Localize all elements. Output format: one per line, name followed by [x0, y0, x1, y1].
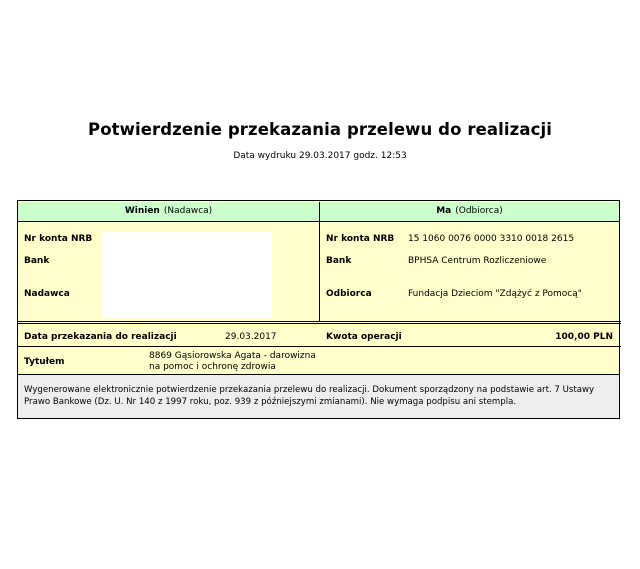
transfer-title-label: Tytułem: [24, 357, 65, 367]
recipient-bank-value: BPHSA Centrum Rozliczeniowe: [408, 256, 547, 266]
recipient-bank-label: Bank: [326, 256, 352, 266]
print-date: Data wydruku 29.03.2017 godz. 12:53: [233, 151, 407, 161]
redacted-sender-area: [102, 232, 272, 318]
sender-name-label: Nadawca: [24, 289, 70, 299]
sender-bank-label: Bank: [24, 256, 50, 266]
sender-header-sub: (Nadawca): [163, 206, 213, 216]
recipient-header-sub: (Odbiorca): [455, 206, 503, 216]
transfer-title-line2: na pomoc i ochronę zdrowia: [149, 362, 276, 372]
sender-account-label: Nr konta NRB: [24, 234, 93, 244]
divider-1: [18, 321, 621, 322]
amount-label: Kwota operacji: [326, 332, 402, 342]
divider-3: [18, 346, 621, 347]
divider-2: [18, 323, 621, 324]
transfer-confirmation: [17, 200, 620, 419]
recipient-header: [320, 202, 619, 222]
recipient-name-label: Odbiorca: [326, 289, 372, 299]
column-divider: [319, 202, 320, 321]
transfer-date-label: Data przekazania do realizacji: [24, 332, 177, 342]
sender-header: [18, 202, 319, 222]
details-box: [17, 200, 620, 375]
recipient-name-value: Fundacja Dzieciom "Zdążyć z Pomocą": [408, 289, 582, 299]
document-title: Potwierdzenie przekazania przelewu do realizacji: [88, 120, 552, 139]
transfer-date-value: 29.03.2017: [225, 332, 277, 342]
recipient-account-label: Nr konta NRB: [326, 234, 395, 244]
recipient-header-main: Ma: [436, 206, 452, 216]
legal-note: Wygenerowane elektronicznie potwierdzenie przekazania przelewu do realizacji. Dokument sporządzony na podstawie art. 7 Ustawy Prawo Bankowe (Dz. U. Nr 140 z 1997 roku, poz. 939 z późniejszymi zmianami). Nie wymaga podpisu ani stempla.: [17, 375, 620, 419]
transfer-title-line1: 8869 Gąsiorowska Agata - darowizna: [149, 351, 316, 361]
recipient-account-value: 15 1060 0076 0000 3310 0018 2615: [408, 234, 575, 244]
sender-header-main: Winien: [124, 206, 160, 216]
amount-value: 100,00 PLN: [555, 332, 613, 342]
